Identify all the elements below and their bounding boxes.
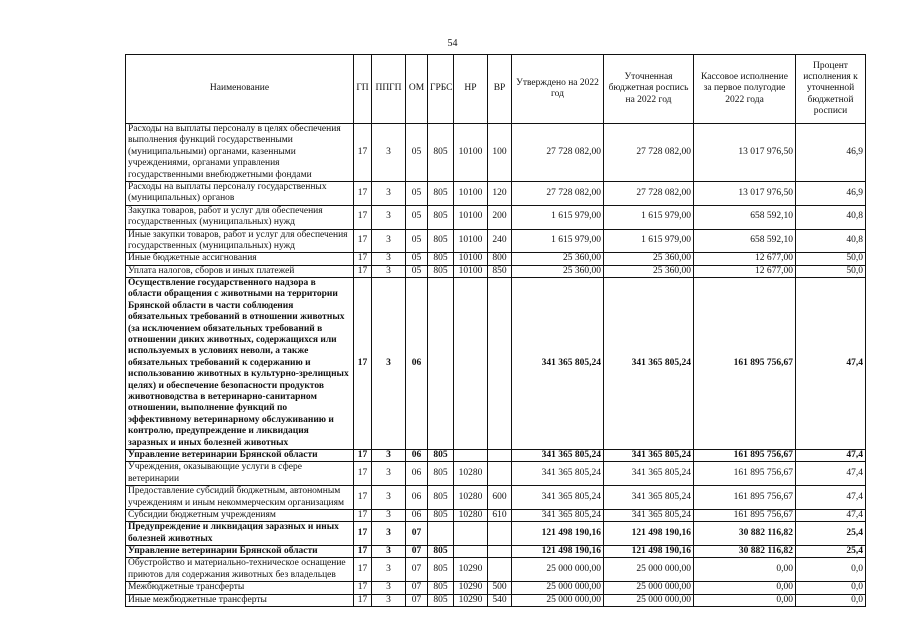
cell-gp: 17: [354, 265, 372, 277]
table-header-row: [126, 55, 866, 124]
cell-approved: 25 000 000,00: [512, 594, 604, 606]
cell-cash: 161 895 756,67: [694, 509, 796, 521]
cell-name: Субсидии бюджетным учреждениям: [126, 509, 354, 521]
cell-ppgp: 3: [372, 265, 406, 277]
table-row: [126, 181, 866, 205]
header-grbs: ГРБС: [428, 55, 454, 124]
cell-cash: 161 895 756,67: [694, 462, 796, 486]
cell-approved: 121 498 190,16: [512, 546, 604, 558]
cell-om: 06: [406, 449, 428, 461]
cell-grbs: [428, 522, 454, 546]
cell-percent: 50,0: [796, 265, 866, 277]
cell-refined: 341 365 805,24: [604, 278, 694, 450]
cell-percent: 25,4: [796, 546, 866, 558]
cell-grbs: 805: [428, 124, 454, 182]
cell-om: 07: [406, 546, 428, 558]
cell-name: Предупреждение и ликвидация заразных и иных болезней животных: [126, 522, 354, 546]
cell-approved: 1 615 979,00: [512, 205, 604, 229]
cell-np: 10280: [454, 486, 488, 510]
table-row: [126, 229, 866, 253]
cell-gp: 17: [354, 181, 372, 205]
cell-vr: 100: [488, 124, 512, 182]
cell-gp: 17: [354, 205, 372, 229]
cell-grbs: 805: [428, 253, 454, 265]
cell-ppgp: 3: [372, 449, 406, 461]
cell-ppgp: 3: [372, 546, 406, 558]
cell-percent: 0,0: [796, 582, 866, 594]
cell-ppgp: 3: [372, 594, 406, 606]
table-row: [126, 546, 866, 558]
cell-cash: 30 882 116,82: [694, 546, 796, 558]
cell-np: 10100: [454, 124, 488, 182]
cell-gp: 17: [354, 594, 372, 606]
table-row: [126, 278, 866, 450]
cell-vr: [488, 546, 512, 558]
table-row: [126, 486, 866, 510]
cell-name: Уплата налогов, сборов и иных платежей: [126, 265, 354, 277]
cell-refined: 341 365 805,24: [604, 509, 694, 521]
cell-vr: 200: [488, 205, 512, 229]
cell-om: 05: [406, 124, 428, 182]
cell-np: 10280: [454, 462, 488, 486]
table-row: [126, 265, 866, 277]
cell-cash: 161 895 756,67: [694, 486, 796, 510]
header-np: НР: [454, 55, 488, 124]
cell-np: 10290: [454, 594, 488, 606]
cell-vr: [488, 558, 512, 582]
cell-refined: 27 728 082,00: [604, 181, 694, 205]
cell-approved: 25 360,00: [512, 265, 604, 277]
cell-grbs: 805: [428, 181, 454, 205]
cell-gp: 17: [354, 546, 372, 558]
cell-percent: 40,8: [796, 229, 866, 253]
cell-cash: 161 895 756,67: [694, 278, 796, 450]
cell-grbs: 805: [428, 486, 454, 510]
cell-cash: 161 895 756,67: [694, 449, 796, 461]
cell-percent: 47,4: [796, 462, 866, 486]
cell-gp: 17: [354, 449, 372, 461]
budget-execution-table: [125, 54, 866, 607]
cell-grbs: 805: [428, 509, 454, 521]
cell-om: 07: [406, 594, 428, 606]
cell-grbs: 805: [428, 558, 454, 582]
cell-refined: 121 498 190,16: [604, 522, 694, 546]
cell-refined: 341 365 805,24: [604, 486, 694, 510]
cell-name: Иные межбюджетные трансферты: [126, 594, 354, 606]
header-ppgp: ППГП: [372, 55, 406, 124]
cell-ppgp: 3: [372, 509, 406, 521]
cell-name: Расходы на выплаты персоналу в целях обеспечения выполнения функций государственными (муниципальными) органами, казенными учреждениями, органами управления государственными внебюджетными фондами: [126, 124, 354, 182]
cell-grbs: 805: [428, 229, 454, 253]
cell-cash: 30 882 116,82: [694, 522, 796, 546]
cell-np: [454, 449, 488, 461]
cell-name: Иные закупки товаров, работ и услуг для обеспечения государственных (муниципальных) нужд: [126, 229, 354, 253]
cell-grbs: 805: [428, 205, 454, 229]
cell-vr: 850: [488, 265, 512, 277]
header-vr: ВР: [488, 55, 512, 124]
cell-grbs: 805: [428, 546, 454, 558]
cell-vr: 600: [488, 486, 512, 510]
cell-approved: 27 728 082,00: [512, 124, 604, 182]
cell-om: 05: [406, 229, 428, 253]
cell-name: Расходы на выплаты персоналу государственных (муниципальных) органов: [126, 181, 354, 205]
header-approved: Утверждено на 2022 год: [512, 55, 604, 124]
cell-name: Иные бюджетные ассигнования: [126, 253, 354, 265]
cell-gp: 17: [354, 124, 372, 182]
cell-om: 05: [406, 181, 428, 205]
cell-approved: 121 498 190,16: [512, 522, 604, 546]
cell-gp: 17: [354, 229, 372, 253]
cell-vr: 500: [488, 582, 512, 594]
cell-om: 07: [406, 558, 428, 582]
cell-ppgp: 3: [372, 253, 406, 265]
cell-ppgp: 3: [372, 486, 406, 510]
cell-om: 07: [406, 582, 428, 594]
cell-om: 05: [406, 253, 428, 265]
table-row: [126, 253, 866, 265]
cell-cash: 12 677,00: [694, 265, 796, 277]
cell-vr: 610: [488, 509, 512, 521]
cell-refined: 1 615 979,00: [604, 229, 694, 253]
cell-name: Обустройство и материально-техническое оснащение приютов для содержания животных без владельцев: [126, 558, 354, 582]
cell-ppgp: 3: [372, 124, 406, 182]
cell-vr: 800: [488, 253, 512, 265]
cell-approved: 341 365 805,24: [512, 486, 604, 510]
cell-ppgp: 3: [372, 205, 406, 229]
cell-percent: 47,4: [796, 278, 866, 450]
cell-gp: 17: [354, 509, 372, 521]
cell-percent: 47,4: [796, 509, 866, 521]
table-row: [126, 558, 866, 582]
cell-om: 05: [406, 205, 428, 229]
table-row: [126, 509, 866, 521]
cell-approved: 341 365 805,24: [512, 509, 604, 521]
cell-cash: 0,00: [694, 594, 796, 606]
cell-vr: [488, 278, 512, 450]
table-row: [126, 462, 866, 486]
cell-grbs: 805: [428, 265, 454, 277]
table-row: [126, 124, 866, 182]
cell-np: 10100: [454, 229, 488, 253]
cell-np: 10100: [454, 181, 488, 205]
header-cash: Кассовое исполнение за первое полугодие 2022 года: [694, 55, 796, 124]
page-number: 54: [447, 38, 458, 49]
cell-vr: [488, 522, 512, 546]
cell-ppgp: 3: [372, 558, 406, 582]
table-row: [126, 522, 866, 546]
cell-percent: 40,8: [796, 205, 866, 229]
cell-refined: 341 365 805,24: [604, 449, 694, 461]
cell-om: 06: [406, 486, 428, 510]
cell-grbs: [428, 278, 454, 450]
header-om: ОМ: [406, 55, 428, 124]
cell-np: 10100: [454, 253, 488, 265]
cell-grbs: 805: [428, 594, 454, 606]
cell-np: 10290: [454, 558, 488, 582]
table-row: [126, 582, 866, 594]
cell-cash: 12 677,00: [694, 253, 796, 265]
header-gp: ГП: [354, 55, 372, 124]
cell-percent: 50,0: [796, 253, 866, 265]
cell-cash: 0,00: [694, 582, 796, 594]
cell-cash: 658 592,10: [694, 205, 796, 229]
cell-refined: 121 498 190,16: [604, 546, 694, 558]
header-percent: Процент исполнения к уточненной бюджетной росписи: [796, 55, 866, 124]
cell-grbs: 805: [428, 582, 454, 594]
cell-np: 10100: [454, 205, 488, 229]
cell-gp: 17: [354, 558, 372, 582]
cell-vr: 240: [488, 229, 512, 253]
cell-approved: 27 728 082,00: [512, 181, 604, 205]
cell-name: Учреждения, оказывающие услуги в сфере ветеринарии: [126, 462, 354, 486]
table-body: [126, 124, 866, 607]
cell-name: Предоставление субсидий бюджетным, автономным учреждениям и иным некоммерческим организациям: [126, 486, 354, 510]
header-refined: Уточненная бюджетная роспись на 2022 год: [604, 55, 694, 124]
table-row: [126, 594, 866, 606]
cell-name: Осуществление государственного надзора в области обращения с животными на территории Брянской области в части соблюдения обязательных требований в отношении животных (за исключением обязательных требований в отношении диких животных, содержащихся или используемых в условиях неволи, а также обязательных требований к содержанию и использованию животных в культурно-зрелищных целях) и обеспечение безопасности продуктов животноводства в ветеринарно-санитарном отношении, выполнение функций по эффективному ветеринарному обслуживанию и контролю, предупреждение и ликвидация заразных и иных болезней животных: [126, 278, 354, 450]
cell-gp: 17: [354, 522, 372, 546]
cell-percent: 25,4: [796, 522, 866, 546]
header-name: Наименование: [126, 55, 354, 124]
cell-vr: [488, 462, 512, 486]
cell-om: 06: [406, 462, 428, 486]
cell-refined: 25 000 000,00: [604, 582, 694, 594]
cell-percent: 46,9: [796, 181, 866, 205]
cell-vr: 540: [488, 594, 512, 606]
cell-name: Закупка товаров, работ и услуг для обеспечения государственных (муниципальных) нужд: [126, 205, 354, 229]
cell-cash: 13 017 976,50: [694, 124, 796, 182]
cell-ppgp: 3: [372, 582, 406, 594]
cell-percent: 46,9: [796, 124, 866, 182]
cell-ppgp: 3: [372, 229, 406, 253]
cell-om: 06: [406, 278, 428, 450]
cell-approved: 25 000 000,00: [512, 582, 604, 594]
cell-np: [454, 278, 488, 450]
cell-name: Межбюджетные трансферты: [126, 582, 354, 594]
cell-grbs: 805: [428, 449, 454, 461]
cell-percent: 0,0: [796, 594, 866, 606]
cell-cash: 0,00: [694, 558, 796, 582]
cell-gp: 17: [354, 582, 372, 594]
cell-refined: 25 360,00: [604, 265, 694, 277]
cell-refined: 25 000 000,00: [604, 558, 694, 582]
cell-approved: 25 000 000,00: [512, 558, 604, 582]
cell-refined: 1 615 979,00: [604, 205, 694, 229]
cell-approved: 341 365 805,24: [512, 462, 604, 486]
table-row: [126, 205, 866, 229]
cell-om: 07: [406, 522, 428, 546]
cell-om: 06: [406, 509, 428, 521]
cell-refined: 27 728 082,00: [604, 124, 694, 182]
cell-np: [454, 546, 488, 558]
cell-gp: 17: [354, 253, 372, 265]
cell-name: Управление ветеринарии Брянской области: [126, 449, 354, 461]
cell-percent: 0,0: [796, 558, 866, 582]
cell-np: 10100: [454, 265, 488, 277]
cell-grbs: 805: [428, 462, 454, 486]
cell-approved: 1 615 979,00: [512, 229, 604, 253]
cell-refined: 25 000 000,00: [604, 594, 694, 606]
cell-refined: 25 360,00: [604, 253, 694, 265]
cell-vr: [488, 449, 512, 461]
cell-approved: 25 360,00: [512, 253, 604, 265]
cell-gp: 17: [354, 486, 372, 510]
cell-percent: 47,4: [796, 449, 866, 461]
cell-ppgp: 3: [372, 462, 406, 486]
cell-ppgp: 3: [372, 278, 406, 450]
cell-name: Управление ветеринарии Брянской области: [126, 546, 354, 558]
cell-cash: 658 592,10: [694, 229, 796, 253]
cell-gp: 17: [354, 462, 372, 486]
cell-approved: 341 365 805,24: [512, 278, 604, 450]
cell-vr: 120: [488, 181, 512, 205]
cell-gp: 17: [354, 278, 372, 450]
table-row: [126, 449, 866, 461]
cell-refined: 341 365 805,24: [604, 462, 694, 486]
cell-np: [454, 522, 488, 546]
cell-np: 10290: [454, 582, 488, 594]
cell-ppgp: 3: [372, 181, 406, 205]
cell-cash: 13 017 976,50: [694, 181, 796, 205]
cell-om: 05: [406, 265, 428, 277]
cell-approved: 341 365 805,24: [512, 449, 604, 461]
cell-np: 10280: [454, 509, 488, 521]
cell-percent: 47,4: [796, 486, 866, 510]
cell-ppgp: 3: [372, 522, 406, 546]
